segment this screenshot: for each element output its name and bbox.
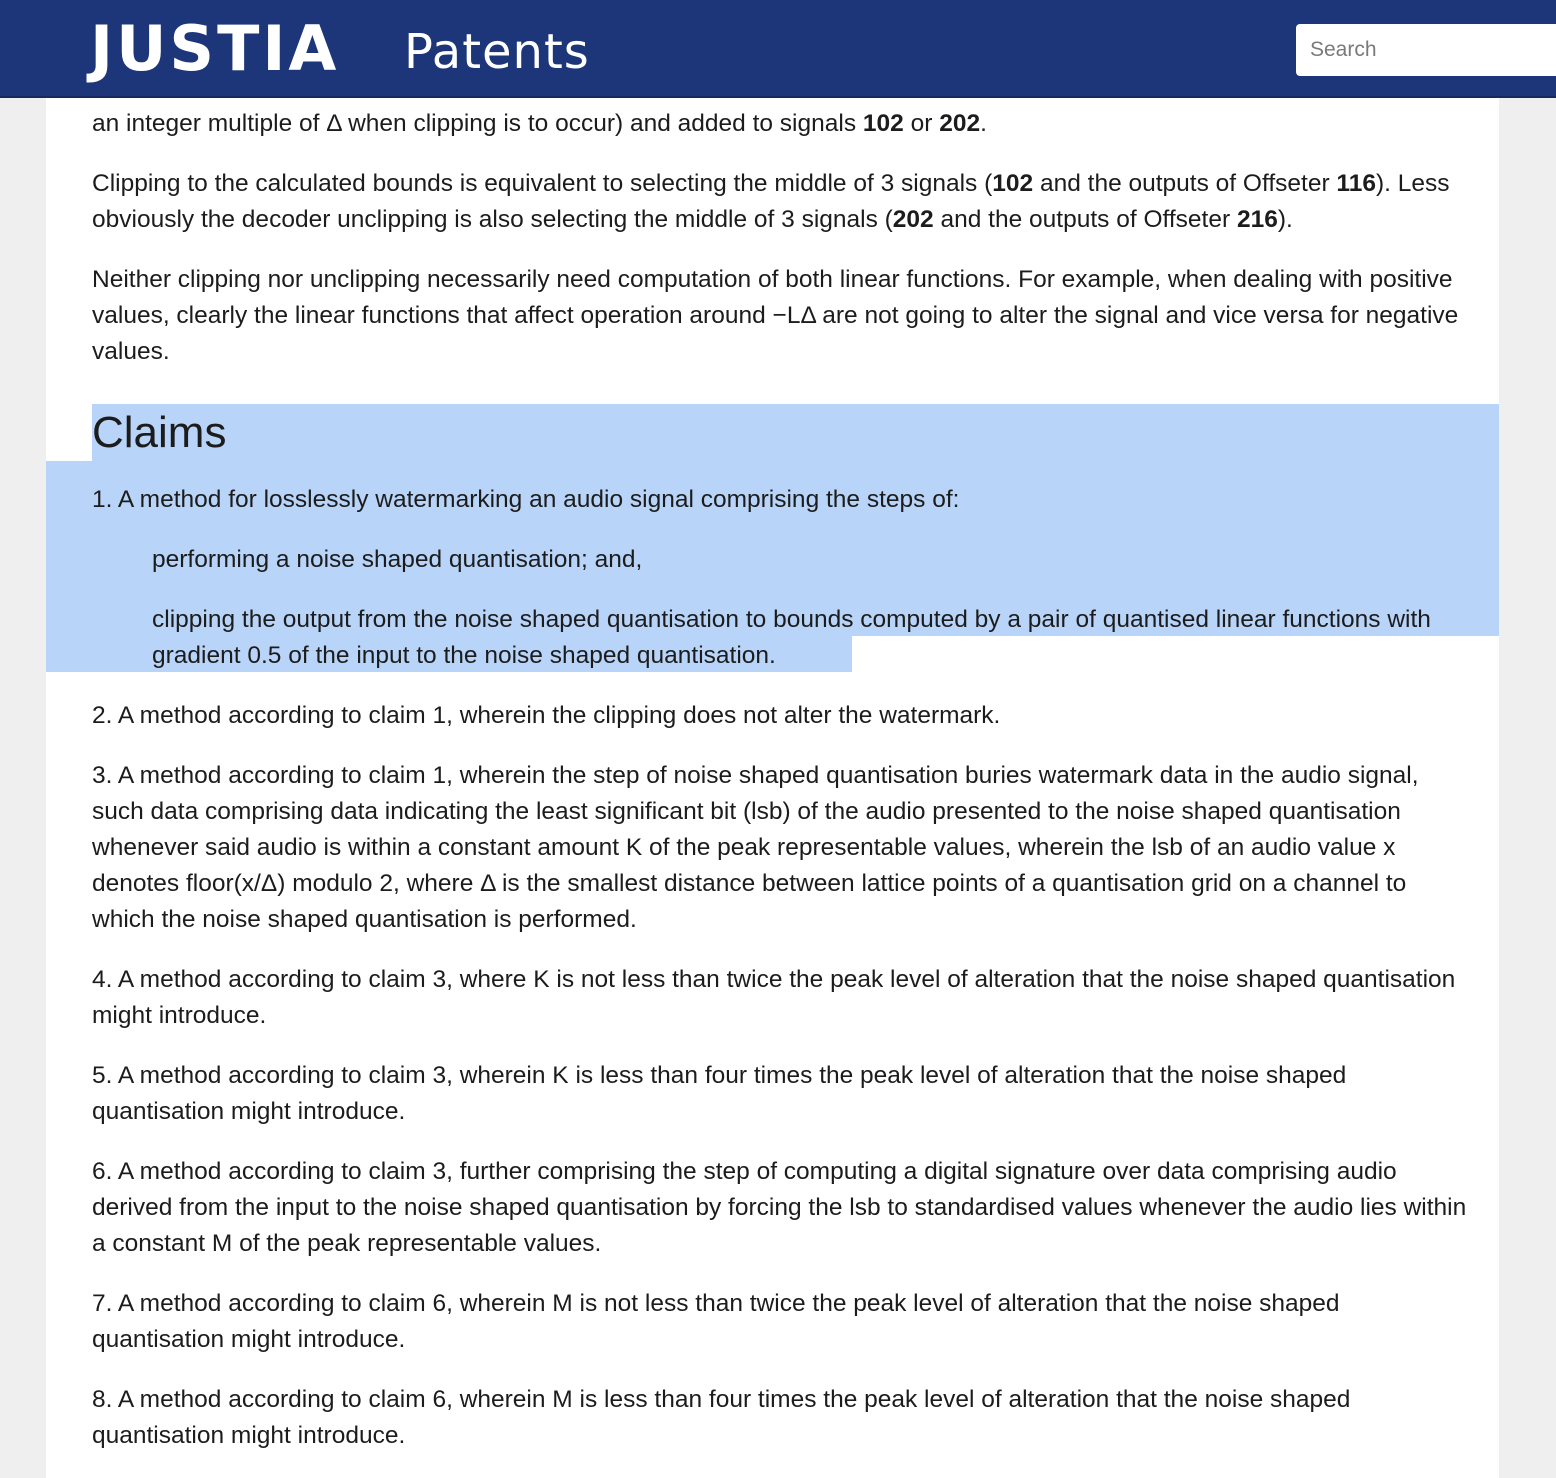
patents-section-title[interactable]: Patents xyxy=(404,24,590,80)
claim-1-step-a: performing a noise shaped quantisation; and, xyxy=(152,546,643,573)
claim-7: 7. A method according to claim 6, wherein M is not less than twice the peak level of alteration that the noise shaped quantisation might introduce. xyxy=(92,1290,1340,1353)
claim-5: 5. A method according to claim 3, wherein K is less than four times the peak level of alteration that the noise shaped quantisation might introduce. xyxy=(92,1062,1347,1125)
claim-6: 6. A method according to claim 3, further comprising the step of computing a digital signature over data comprising audio derived from the input to the noise shaped quantisation by forcing the lsb to standardised values whenever the audio lies within a constant M of the peak representable values. xyxy=(92,1158,1467,1257)
claim-1: 1. A method for losslessly watermarking an audio signal comprising the steps of: xyxy=(92,486,960,513)
claim-8: 8. A method according to claim 6, wherein M is less than four times the peak level of alteration that the noise shaped quantisation might introduce. xyxy=(92,1386,1351,1449)
claim-1-step-b: clipping the output from the noise shaped quantisation to bounds computed by a pair of quantised linear functions with gradient 0.5 of the input to the noise shaped quantisation. xyxy=(152,606,1431,669)
justia-logo[interactable]: JUSTIA xyxy=(90,12,340,85)
search-input[interactable] xyxy=(1296,24,1556,76)
description-paragraph: Neither clipping nor unclipping necessarily need computation of both linear functions. For example, when dealing with positive values, clearly the linear functions that affect operation around −LΔ are not going to alter the signal and vice versa for negative values. xyxy=(92,266,1459,365)
claim-2: 2. A method according to claim 1, wherein the clipping does not alter the watermark. xyxy=(92,702,1001,729)
claims-heading: Claims xyxy=(92,408,227,457)
description-paragraph: Clipping to the calculated bounds is equivalent to selecting the middle of 3 signals (102 and the outputs of Offseter 116). Less obviously the decoder unclipping is also selecting the middle of 3 signals (202 and the outputs of Offseter 216). xyxy=(92,170,1450,233)
text-selection-highlight xyxy=(92,404,1499,462)
claim-4: 4. A method according to claim 3, where K is not less than twice the peak level of alteration that the noise shaped quantisation might introduce. xyxy=(92,966,1456,1029)
description-paragraph: an integer multiple of Δ when clipping is to occur) and added to signals 102 or 202. xyxy=(92,110,987,137)
site-header xyxy=(0,0,1556,98)
claim-3: 3. A method according to claim 1, wherein the step of noise shaped quantisation buries watermark data in the audio signal, such data comprising data indicating the least significant bit (lsb) of the audio presented to the noise shaped quantisation whenever said audio is within a constant amount K of the peak representable values, wherein the lsb of an audio value x denotes floor(x/Δ) modulo 2, where Δ is the smallest distance between lattice points of a quantisation grid on a channel to which the noise shaped quantisation is performed. xyxy=(92,762,1419,933)
